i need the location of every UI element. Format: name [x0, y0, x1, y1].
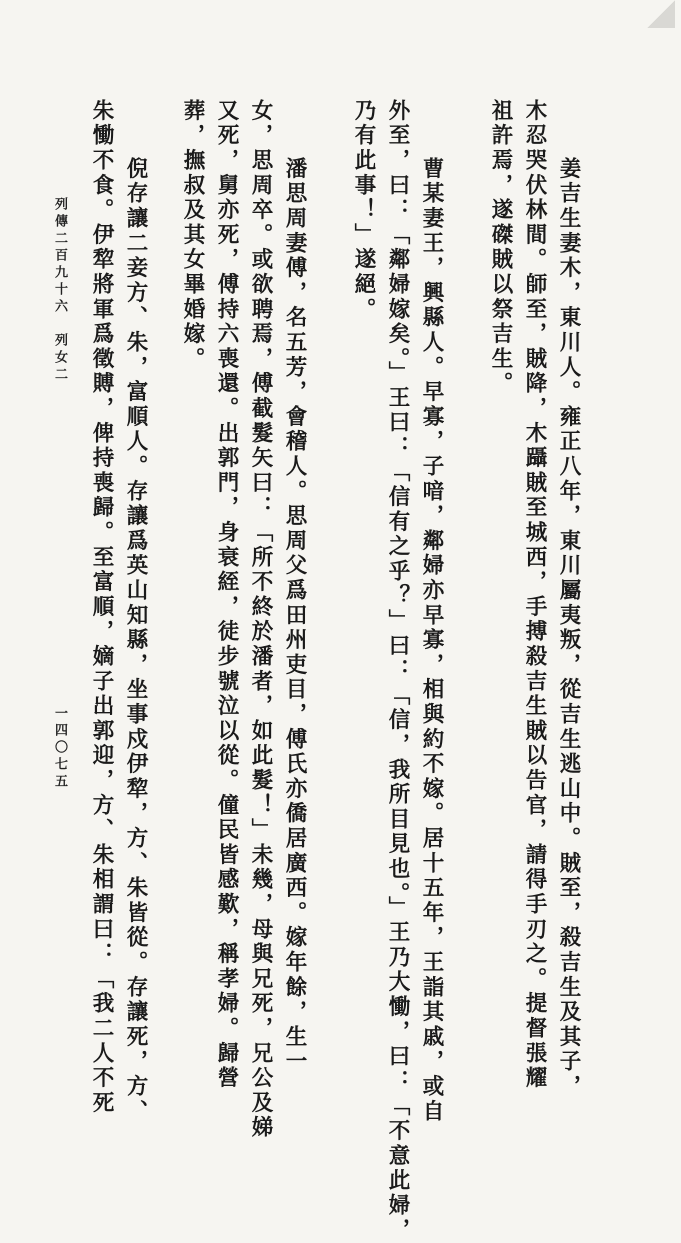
page-fold-corner	[647, 0, 675, 28]
page-number: 一四〇七五	[52, 706, 67, 791]
text-column-6: 乃有此事！」遂絕。	[351, 99, 376, 323]
text-column-9: 又死，舅亦死，傅持六喪還。出郭門，身衰絰，徒步號泣以從。僮民皆感歎，稱孝婦。歸營	[214, 99, 239, 1091]
text-column-8: 女，思周卒。或欲聘焉，傅截髮矢曰：「所不終於潘者，如此髮！」未幾，母與兄死，兄公及娣	[248, 99, 273, 1141]
text-column-7: 潘思周妻傅，名五芳，會稽人。思周父爲田州吏目，傅氏亦僑居廣西。嫁年餘，生一	[282, 157, 307, 1075]
text-column-11: 倪存讓二妾方、朱，富順人。存讓爲英山知縣，坐事戍伊犂，方、朱皆從。存讓死，方、	[123, 157, 148, 1125]
text-column-3: 祖許焉，遂磔賊以祭吉生。	[488, 99, 513, 397]
text-column-12: 朱慟不食。伊犂將軍爲徵賻，俾持喪歸。至富順，嫡子出郭迎，方、朱相謂曰：「我二人不死	[89, 99, 114, 1116]
text-column-4: 曹某妻王，興縣人。早寡，子喑，鄰婦亦早寡，相與約不嫁。居十五年，王詣其戚，或自	[419, 157, 444, 1125]
text-column-2: 木忍哭伏林間。師至，賊降，木躡賊至城西，手搏殺吉生賊以告官，請得手刃之。提督張耀	[522, 99, 547, 1091]
text-column-10: 葬，撫叔及其女畢婚嫁。	[180, 99, 205, 372]
text-column-1: 姜吉生妻木，東川人。雍正八年，東川屬夷叛，從吉生逃山中。賊至，殺吉生及其子，	[556, 157, 581, 1100]
running-header: 列傳二百九十六 列女二	[52, 197, 67, 384]
text-column-5: 外至，曰：「鄰婦嫁矣。」王曰：「信有之乎？」曰：「信，我所目見也。」王乃大慟，曰：「不意此婦，	[385, 99, 410, 1243]
